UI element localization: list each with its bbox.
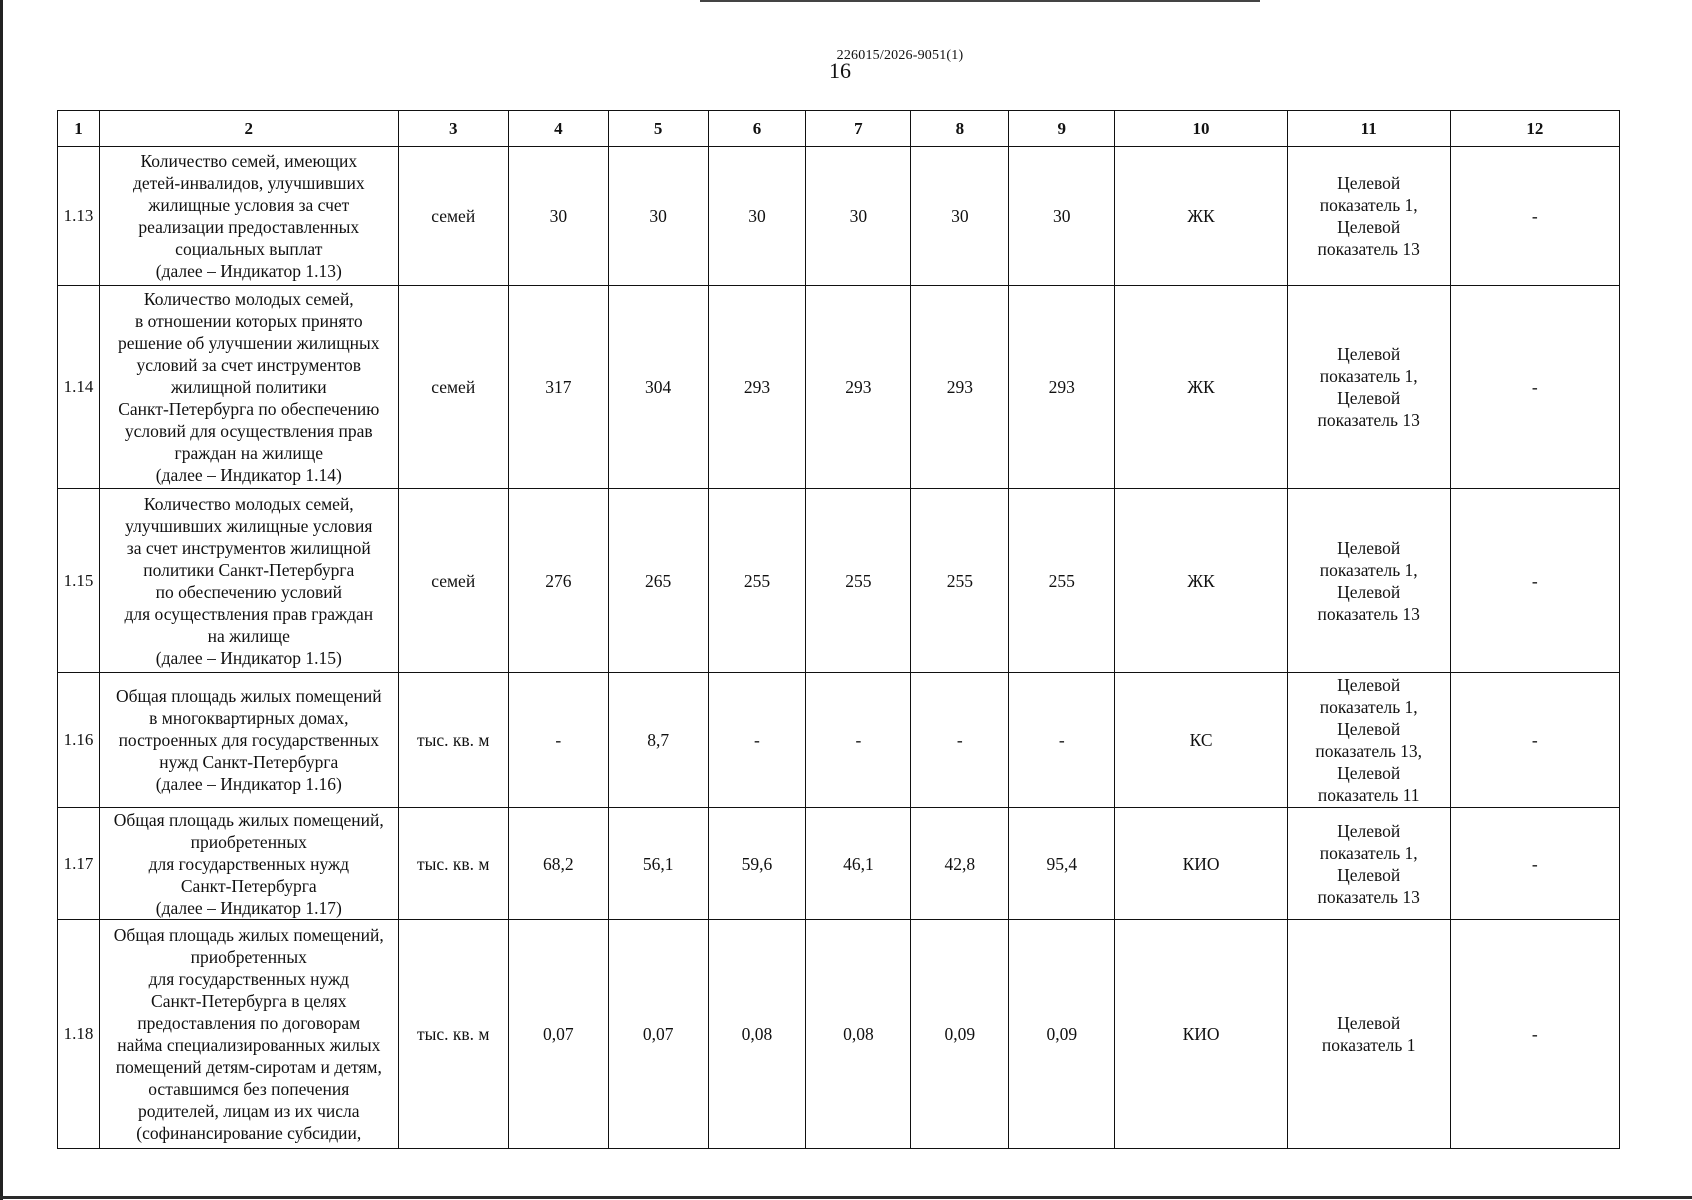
value-cell: 30 (911, 147, 1009, 286)
indicators-table (57, 110, 1620, 1149)
responsible-cell: КИО (1115, 808, 1287, 920)
column-header: 5 (608, 111, 708, 147)
row-number: 1.17 (58, 808, 100, 920)
value-cell: 255 (1009, 489, 1115, 673)
column-header: 9 (1009, 111, 1115, 147)
note-cell: - (1450, 286, 1619, 489)
unit-cell: тыс. кв. м (398, 920, 508, 1149)
target-indicator-cell: Целевой показатель 1 (1287, 920, 1450, 1149)
column-header: 6 (708, 111, 806, 147)
table-row (58, 920, 1620, 1149)
row-number: 1.18 (58, 920, 100, 1149)
value-cell: 255 (911, 489, 1009, 673)
responsible-cell: КС (1115, 673, 1287, 808)
column-header: 3 (398, 111, 508, 147)
value-cell: 0,09 (1009, 920, 1115, 1149)
column-header: 7 (806, 111, 911, 147)
value-cell: - (1009, 673, 1115, 808)
value-cell: 30 (806, 147, 911, 286)
target-indicator-cell: Целевой показатель 1, Целевой показатель 13 (1287, 286, 1450, 489)
target-indicator-cell: Целевой показатель 1, Целевой показатель 13 (1287, 808, 1450, 920)
note-cell: - (1450, 808, 1619, 920)
header-row (58, 111, 1620, 147)
note-cell: - (1450, 920, 1619, 1149)
value-cell: 42,8 (911, 808, 1009, 920)
value-cell: 255 (806, 489, 911, 673)
responsible-cell: КИО (1115, 920, 1287, 1149)
row-number: 1.16 (58, 673, 100, 808)
note-cell: - (1450, 489, 1619, 673)
table-row (58, 286, 1620, 489)
value-cell: 30 (1009, 147, 1115, 286)
value-cell: 276 (508, 489, 608, 673)
value-cell: 0,08 (708, 920, 806, 1149)
page-number: 16 (829, 58, 851, 83)
table-row (58, 147, 1620, 286)
column-header: 10 (1115, 111, 1287, 147)
value-cell: 0,08 (806, 920, 911, 1149)
note-cell: - (1450, 147, 1619, 286)
unit-cell: тыс. кв. м (398, 673, 508, 808)
value-cell: 8,7 (608, 673, 708, 808)
indicator-description: Количество молодых семей, в отношении которых принято решение об улучшении жилищных условий за счет инструментов жилищной политики Санкт-Петербурга по обеспечению условий для осуществления прав граждан на жилище (далее – Индикатор 1.14) (100, 286, 399, 489)
value-cell: - (911, 673, 1009, 808)
value-cell: 293 (806, 286, 911, 489)
document-code: 226015/2026-9051(1) (836, 48, 964, 63)
value-cell: 293 (708, 286, 806, 489)
value-cell: 0,07 (508, 920, 608, 1149)
responsible-cell: ЖК (1115, 147, 1287, 286)
value-cell: 68,2 (508, 808, 608, 920)
value-cell: 95,4 (1009, 808, 1115, 920)
value-cell: 317 (508, 286, 608, 489)
scan-top-artifact (700, 0, 1260, 2)
value-cell: - (708, 673, 806, 808)
table-row (58, 808, 1620, 920)
value-cell: 293 (1009, 286, 1115, 489)
row-number: 1.14 (58, 286, 100, 489)
column-header: 12 (1450, 111, 1619, 147)
value-cell: 255 (708, 489, 806, 673)
value-cell: 56,1 (608, 808, 708, 920)
indicator-description: Общая площадь жилых помещений, приобретенных для государственных нужд Санкт-Петербурга в целях предоставления по договорам найма специализированных жилых помещений детям-сиротам и детям, оставшимся без попечения родителей, лицам из их числа (софинансирование субсидии, (100, 920, 399, 1149)
responsible-cell: ЖК (1115, 286, 1287, 489)
column-header: 11 (1287, 111, 1450, 147)
target-indicator-cell: Целевой показатель 1, Целевой показатель 13 (1287, 147, 1450, 286)
row-number: 1.13 (58, 147, 100, 286)
table-row (58, 673, 1620, 808)
note-cell: - (1450, 673, 1619, 808)
value-cell: 30 (608, 147, 708, 286)
value-cell: 0,07 (608, 920, 708, 1149)
target-indicator-cell: Целевой показатель 1, Целевой показатель 13 (1287, 489, 1450, 673)
value-cell: 59,6 (708, 808, 806, 920)
target-indicator-cell: Целевой показатель 1, Целевой показатель 13, Целевой показатель 11 (1287, 673, 1450, 808)
value-cell: 46,1 (806, 808, 911, 920)
value-cell: 30 (508, 147, 608, 286)
responsible-cell: ЖК (1115, 489, 1287, 673)
indicator-description: Количество молодых семей, улучшивших жилищные условия за счет инструментов жилищной политики Санкт-Петербурга по обеспечению условий для осуществления прав граждан на жилище (далее – Индикатор 1.15) (100, 489, 399, 673)
value-cell: 0,09 (911, 920, 1009, 1149)
value-cell: 304 (608, 286, 708, 489)
table-row (58, 489, 1620, 673)
unit-cell: семей (398, 147, 508, 286)
unit-cell: семей (398, 489, 508, 673)
unit-cell: семей (398, 286, 508, 489)
indicator-description: Общая площадь жилых помещений в многоквартирных домах, построенных для государственных нужд Санкт-Петербурга (далее – Индикатор 1.16) (100, 673, 399, 808)
value-cell: 293 (911, 286, 1009, 489)
indicator-description: Общая площадь жилых помещений, приобретенных для государственных нужд Санкт-Петербурга (далее – Индикатор 1.17) (100, 808, 399, 920)
column-header: 1 (58, 111, 100, 147)
value-cell: - (508, 673, 608, 808)
scan-bottom-edge (0, 1196, 1692, 1199)
scan-left-edge (0, 0, 3, 1200)
column-header: 2 (100, 111, 399, 147)
row-number: 1.15 (58, 489, 100, 673)
value-cell: 265 (608, 489, 708, 673)
indicator-description: Количество семей, имеющих детей-инвалидов, улучшивших жилищные условия за счет реализации предоставленных социальных выплат (далее – Индикатор 1.13) (100, 147, 399, 286)
column-header: 8 (911, 111, 1009, 147)
value-cell: - (806, 673, 911, 808)
column-header: 4 (508, 111, 608, 147)
unit-cell: тыс. кв. м (398, 808, 508, 920)
value-cell: 30 (708, 147, 806, 286)
